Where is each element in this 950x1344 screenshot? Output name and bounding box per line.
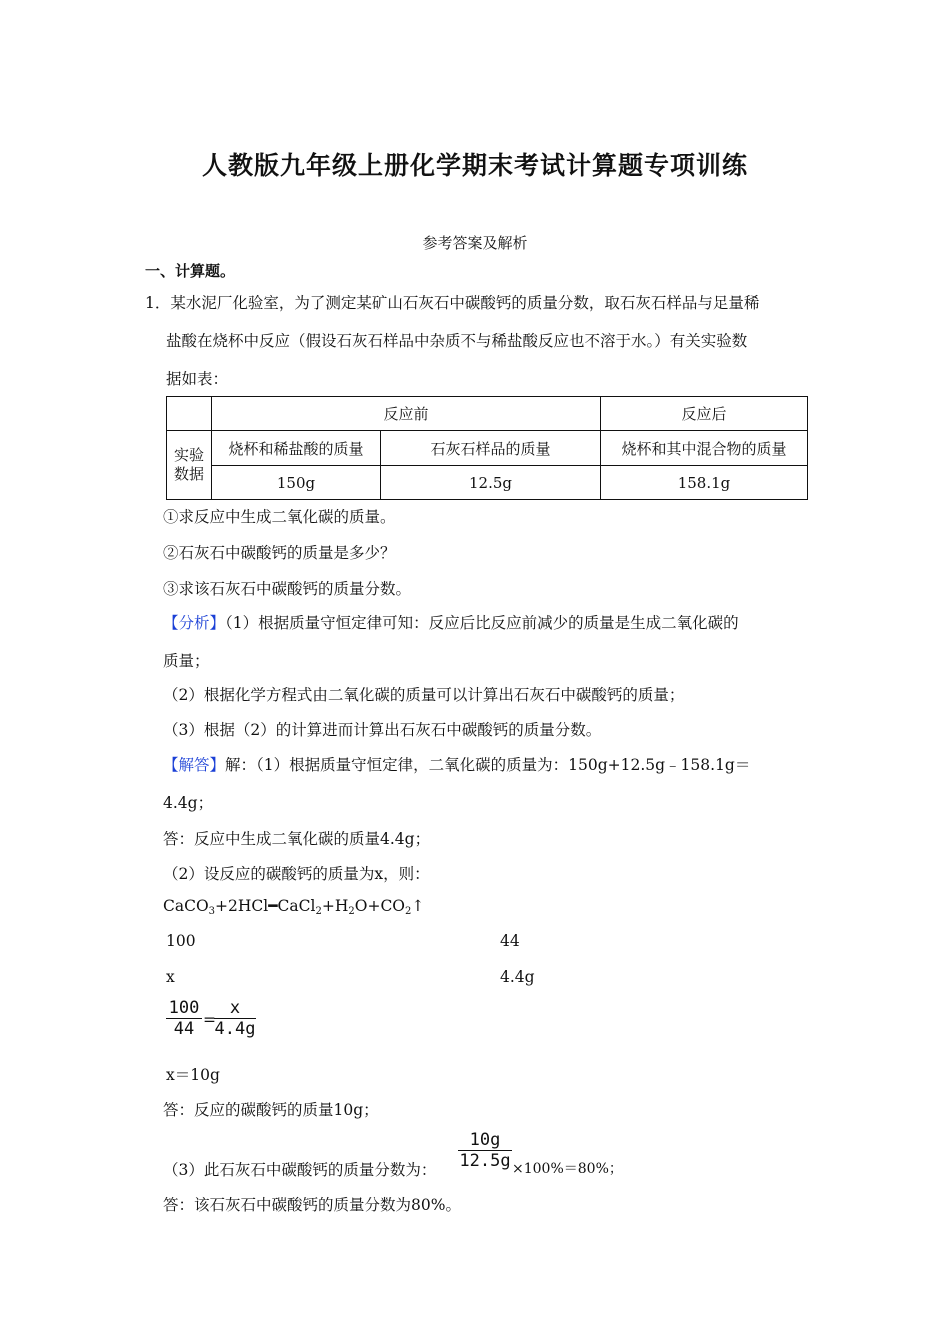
solution-line-1b: 4.4g； (163, 794, 214, 812)
known-co2-mass: 4.4g (500, 968, 535, 986)
table-value-sample: 12.5g (381, 466, 601, 500)
table-row-label: 实验数据 (167, 431, 212, 500)
table-value-beaker-acid: 150g (212, 466, 381, 500)
table-col-mixture: 烧杯和其中混合物的质量 (601, 431, 808, 466)
sub-question-3: ③求该石灰石中碳酸钙的质量分数。 (163, 580, 412, 598)
answer-1: 答：反应中生成二氧化碳的质量4.4g； (163, 830, 431, 848)
section-heading: 一、计算题。 (145, 262, 236, 280)
answer-2: 答：反应的碳酸钙的质量10g； (163, 1101, 379, 1119)
question-line-2: 盐酸在烧杯中反应（假设石灰石样品中杂质不与稀盐酸反应也不溶于水。）有关实验数 (166, 332, 748, 350)
question-line-1: 1．某水泥厂化验室，为了测定某矿山石灰石中碳酸钙的质量分数，取石灰石样品与足量稀 (145, 294, 760, 312)
solution-tag: 【解答】 (163, 756, 226, 774)
question-line-3: 据如表： (166, 370, 229, 388)
analysis-line-2: （2）根据化学方程式由二氧化碳的质量可以计算出石灰石中碳酸钙的质量； (163, 686, 685, 704)
analysis-text-1: （1）根据质量守恒定律可知：反应后比反应前减少的质量是生成二氧化碳的 (225, 614, 739, 632)
analysis-tag: 【分析】 (163, 614, 226, 632)
answer-3: 答：该石灰石中碳酸钙的质量分数为80%。 (163, 1196, 461, 1214)
table-header-after: 反应后 (601, 397, 808, 431)
document-title: 人教版九年级上册化学期末考试计算题专项训练 (201, 151, 748, 180)
percentage-result: ×100%＝80%； (512, 1161, 623, 1177)
solution-line-2: （2）设反应的碳酸钙的质量为x，则： (163, 865, 430, 883)
analysis-line-3: （3）根据（2）的计算进而计算出石灰石中碳酸钙的质量分数。 (163, 721, 602, 739)
document-subtitle: 参考答案及解析 (422, 234, 528, 252)
proportion-equals: = (203, 1011, 216, 1029)
table-value-mixture: 158.1g (601, 466, 808, 500)
fraction-100-44: 100 44 (166, 998, 202, 1039)
chemical-equation: $CaCO_3+2HCl━CaCl_2+H_2O+CO_2↑$ (163, 897, 425, 917)
sub-question-2: ②石灰石中碳酸钙的质量是多少？ (163, 544, 396, 562)
fraction-x-4.4g: x 4.4g (214, 998, 256, 1039)
experiment-data-table (166, 396, 808, 500)
solution-line-3: （3）此石灰石中碳酸钙的质量分数为： (163, 1161, 437, 1179)
solution-text-1: 解：（1）根据质量守恒定律，二氧化碳的质量为：150g+12.5g﹣158.1g＝ (225, 756, 751, 774)
table-header-before: 反应前 (212, 397, 601, 431)
result-x: x＝10g (166, 1066, 220, 1084)
sub-question-1: ①求反应中生成二氧化碳的质量。 (163, 508, 396, 526)
molar-mass-co2: 44 (500, 932, 520, 950)
unknown-x: x (166, 968, 175, 986)
table-col-sample: 石灰石样品的质量 (381, 431, 601, 466)
fraction-10g-12.5g: 10g 12.5g (459, 1130, 511, 1171)
analysis-line-1b: 质量； (163, 652, 210, 670)
table-corner-cell (167, 397, 212, 431)
solution-line-1 (163, 753, 750, 775)
analysis-line-1 (163, 611, 739, 633)
table-col-beaker-acid: 烧杯和稀盐酸的质量 (212, 431, 381, 466)
molar-mass-caco3: 100 (166, 932, 196, 950)
